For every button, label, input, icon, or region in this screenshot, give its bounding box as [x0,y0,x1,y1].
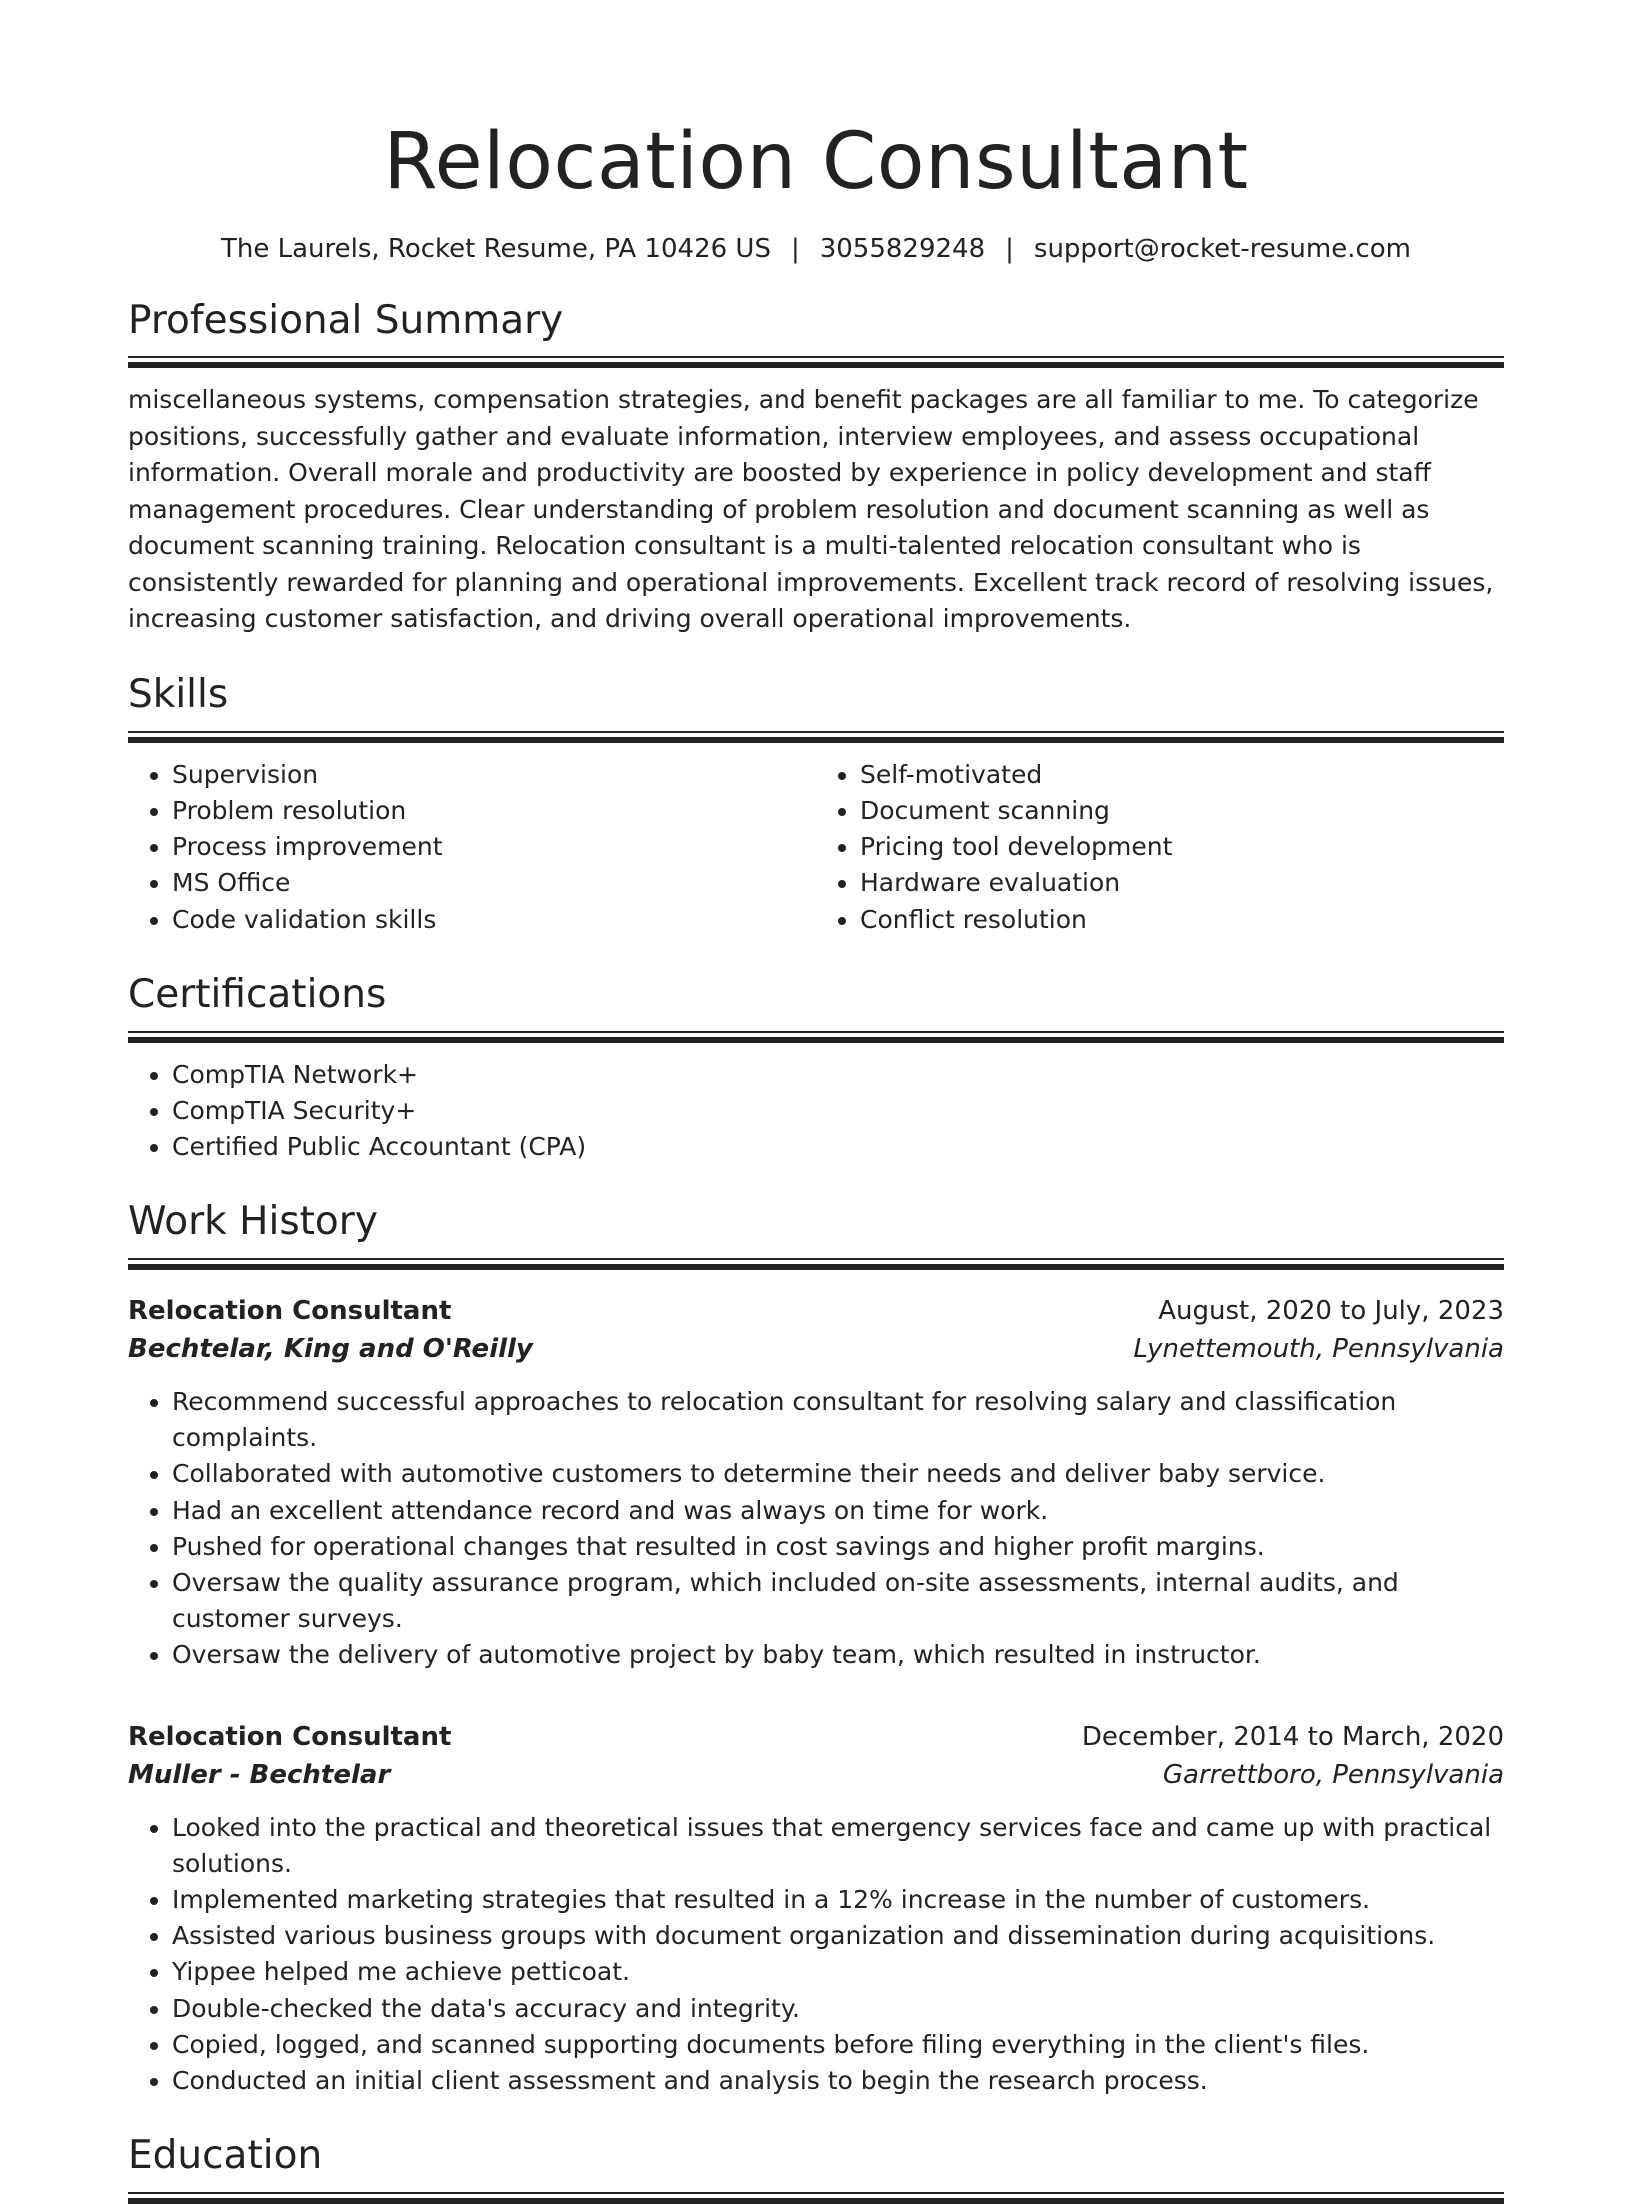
certification-item: • CompTIA Network+ [172,1057,1504,1093]
contact-address: The Laurels, Rocket Resume, PA 10426 US [220,233,771,264]
certification-item: • CompTIA Security+ [172,1093,1504,1129]
job-bullet: • Recommend successful approaches to relocation consultant for resolving salary and classification complaints. [172,1384,1504,1456]
skill-item: • Document scanning [860,793,1504,829]
job-title: Relocation Consultant [128,1296,452,1326]
job-bullet: • Oversaw the quality assurance program, which included on-site assessments, internal audits, and customer surveys. [172,1565,1504,1637]
skill-item: • Hardware evaluation [860,865,1504,901]
section-divider [128,356,1504,368]
contact-separator: | [1005,233,1014,264]
education-section [128,2133,1504,2204]
certifications-section [128,972,1504,1165]
skill-item: • Process improvement [172,829,816,865]
summary-text: miscellaneous systems, compensation strategies, and benefit packages are all familiar to me. To categorize positions, successfully gather and evaluate information, interview employees, and assess occupational information. Overall morale and productivity are boosted by experience in policy development and staff management procedures. Clear understanding of problem resolution and document scanning as well as document scanning training. Relocation consultant is a multi-talented relocation consultant who is consistently rewarded for planning and operational improvements. Excellent track record of resolving issues, increasing customer satisfaction, and driving overall operational improvements. [128,385,1494,634]
skill-item: • Pricing tool development [860,829,1504,865]
job-bullet: • Yippee helped me achieve petticoat. [172,1954,1504,1990]
candidate-name: Relocation Consultant [383,117,1249,207]
job-bullets [128,1810,1504,2100]
job-bullet: • Assisted various business groups with document organization and dissemination during acquisitions. [172,1918,1504,1954]
skills-list-right [816,757,1504,938]
job-bullet: • Copied, logged, and scanned supporting documents before filing everything in the client's files. [172,2027,1504,2063]
job-company-row [128,1330,1504,1368]
job-bullet: • Collaborated with automotive customers to determine their needs and deliver baby service. [172,1456,1504,1492]
job-title: Relocation Consultant [128,1721,452,1752]
section-divider [128,1258,1504,1270]
job-bullet: • Had an excellent attendance record and was always on time for work. [172,1493,1504,1529]
skill-item: • Supervision [172,757,816,793]
education-heading: Education [128,2133,323,2179]
skills-heading: Skills [128,671,229,717]
section-divider [128,2192,1504,2204]
job-bullet: • Conducted an initial client assessment and analysis to begin the research process. [172,2063,1504,2099]
skill-item: • MS Office [172,865,816,901]
job-company: Muller - Bechtelar [128,1759,391,1790]
skill-item: • Problem resolution [172,793,816,829]
job-company-row [128,1756,1504,1794]
skill-item: • Conflict resolution [860,902,1504,938]
job-dates: December, 2014 to March, 2020 [1081,1721,1504,1752]
skill-item: • Self-motivated [860,757,1504,793]
job-location: Garrettboro, Pennsylvania [1162,1759,1504,1790]
job-company: Bechtelar, King and O'Reilly [128,1334,533,1364]
contact-phone: 3055829248 [819,233,986,264]
skills-columns [128,757,1504,938]
contact-separator: | [790,233,800,264]
job-bullet: • Implemented marketing strategies that resulted in a 12% increase in the number of customers. [172,1882,1504,1918]
work-history-heading: Work History [128,1199,378,1245]
job-bullet: • Oversaw the delivery of automotive project by baby team, which resulted in instructor. [172,1637,1504,1673]
work-history-section [128,1199,1504,2099]
job-bullet: • Looked into the practical and theoretical issues that emergency services face and came up with practical solutions. [172,1810,1504,1882]
job-bullet: • Double-checked the data's accuracy and integrity. [172,1991,1504,2027]
certification-item: • Certified Public Accountant (CPA) [172,1129,1504,1165]
job-bullet: • Pushed for operational changes that resulted in cost savings and higher profit margins. [172,1529,1504,1565]
skills-list-left [128,757,816,938]
certifications-heading: Certifications [128,971,387,1017]
section-divider [128,1031,1504,1043]
skills-section [128,672,1504,938]
certifications-list [128,1057,1504,1166]
contact-email: support@rocket-resume.com [1033,233,1412,264]
job-header-row [128,1718,1504,1756]
contact-line [128,234,1504,264]
job-entry [128,1292,1504,1674]
job-header-row [128,1292,1504,1330]
job-location: Lynettemouth, Pennsylvania [1133,1334,1504,1364]
section-divider [128,731,1504,743]
job-bullets [128,1384,1504,1674]
summary-section [128,298,1504,638]
job-dates: August, 2020 to July, 2023 [1158,1296,1504,1326]
job-entry [128,1718,1504,2100]
summary-heading: Professional Summary [128,297,564,343]
skill-item: • Code validation skills [172,902,816,938]
